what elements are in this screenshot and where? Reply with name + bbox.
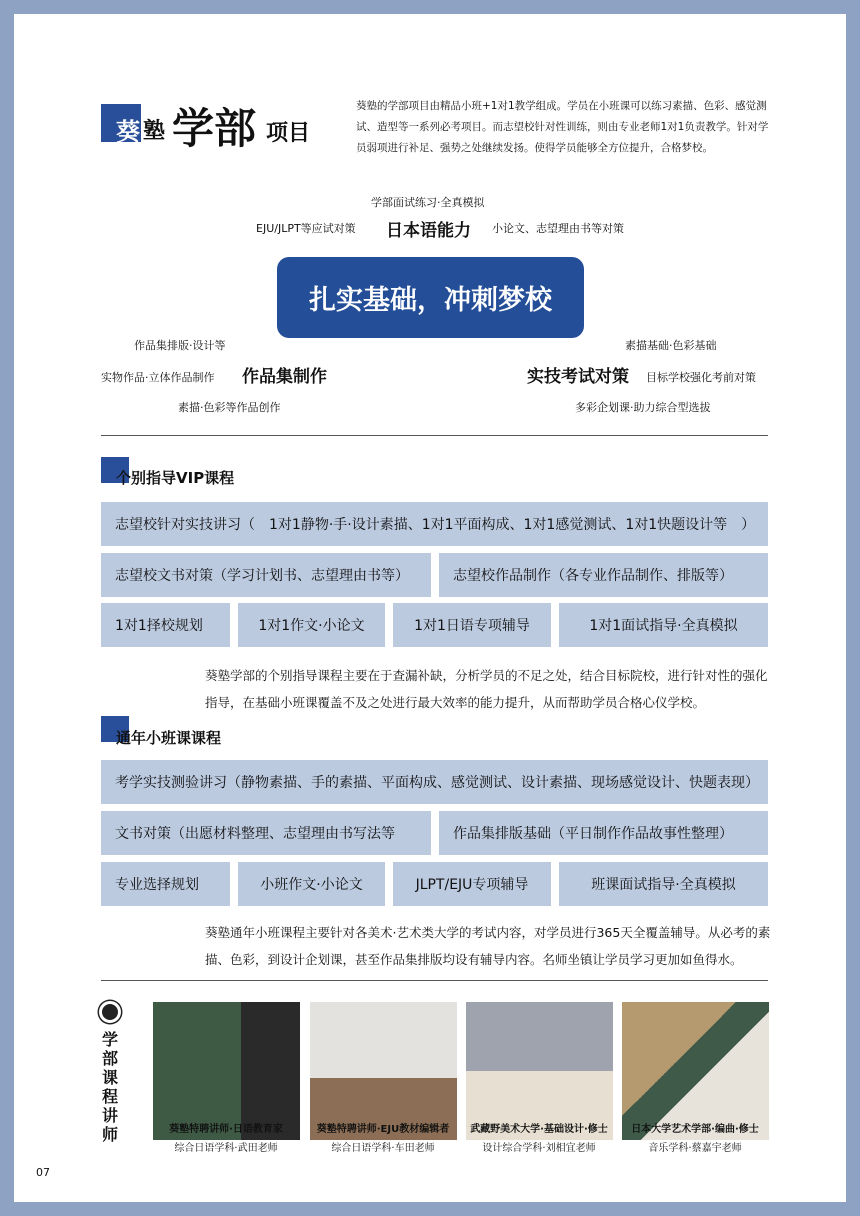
course-box: 1对1作文·小论文: [238, 603, 385, 647]
course-box: JLPT/EJU专项辅导: [393, 862, 551, 906]
page-title-suffix: 项目: [266, 121, 311, 146]
annual-description: 葵塾通年小班课程主要针对各美术·艺术类大学的考试内容，对学员进行365天全覆盖辅导。从必考的素描、色彩，到设计企划课，甚至作品集排版均设有辅导内容。名师坐镇让学员学习更加如鱼得水。: [205, 925, 771, 967]
course-box: 小班作文·小论文: [238, 862, 385, 906]
course-box: 班课面试指导·全真模拟: [559, 862, 768, 906]
diagram-heading: 日本语能力: [386, 221, 471, 241]
course-box: 志望校作品制作（各专业作品制作、排版等）: [439, 553, 768, 597]
teacher-title: 葵塾特聘讲师·日语教育家: [169, 1124, 283, 1135]
course-box: 1对1面试指导·全真模拟: [559, 603, 768, 647]
section-title: 通年小班课课程: [116, 729, 222, 747]
intro-text: 葵塾的学部项目由精品小班+1对1教学组成。学员在小班课可以练习素描、色彩、感觉测试、造型等一系列必考项目。而志望校针对性训练，则由专业老师1对1负责教学。针对学员弱项进行补足、强势之处继续发扬。使得学员能够全方位提升，合格梦校。: [356, 100, 769, 154]
diagram-label: EJU/JLPT等应试对策: [256, 222, 356, 235]
emblem-icon: [99, 1001, 121, 1023]
diagram-heading: 实技考试对策: [527, 367, 629, 387]
diagram-label: 素描基础·色彩基础: [625, 339, 717, 352]
page-title: 学部: [172, 104, 257, 153]
teacher-name: 设计综合学科·刘相宜老师: [482, 1143, 596, 1154]
course-box: 1对1择校规划: [101, 603, 230, 647]
course-box: 1对1日语专项辅导: [393, 603, 551, 647]
course-box: 考学实技测验讲习（静物素描、手的素描、平面构成、感觉测试、设计素描、现场感觉设计、快题表现）: [101, 760, 768, 804]
course-box: 作品集排版基础（平日制作作品故事性整理）: [439, 811, 768, 855]
teacher-name: 综合日语学科·武田老师: [174, 1143, 278, 1154]
teacher-title: 葵塾特聘讲师·EJU教材编辑者: [316, 1124, 450, 1135]
diagram-label: 小论文、志望理由书等对策: [492, 222, 624, 235]
diagram-label: 作品集排版·设计等: [134, 339, 226, 352]
diagram-label: 目标学校强化考前对策: [646, 371, 756, 384]
teachers-label: 学部课程讲师: [101, 1030, 118, 1144]
diagram-heading: 作品集制作: [242, 367, 327, 387]
diagram-label: 素描·色彩等作品创作: [178, 401, 281, 414]
logo-char: 葵: [116, 118, 140, 146]
divider: [101, 435, 768, 436]
section-title: 个别指导VIP课程: [116, 469, 235, 487]
slogan-banner: 扎实基础，冲刺梦校: [277, 257, 584, 338]
diagram-label: 实物作品·立体作品制作: [101, 371, 215, 384]
diagram-label: 学部面试练习·全真模拟: [371, 196, 485, 209]
course-box: 志望校针对实技讲习（ 1对1静物·手·设计素描、1对1平面构成、1对1感觉测试、1对1快题设计等 ）: [101, 502, 768, 546]
divider: [101, 980, 768, 981]
course-box: 志望校文书对策（学习计划书、志望理由书等）: [101, 553, 431, 597]
logo-char: 塾: [143, 119, 166, 144]
course-box: 专业选择规划: [101, 862, 230, 906]
teacher-title: 日本大学艺术学部·编曲·修士: [631, 1124, 759, 1135]
teacher-name: 音乐学科·蔡嘉宇老师: [648, 1143, 742, 1154]
course-box: 文书对策（出愿材料整理、志望理由书写法等: [101, 811, 431, 855]
teacher-title: 武藏野美术大学·基础设计·修士: [470, 1124, 608, 1135]
diagram-label: 多彩企划课·助力综合型选拔: [575, 401, 711, 414]
page-number: 07: [36, 1166, 50, 1179]
vip-description: 葵塾学部的个别指导课程主要在于查漏补缺，分析学员的不足之处，结合目标院校，进行针对性的强化指导，在基础小班课覆盖不及之处进行最大效率的能力提升，从而帮助学员合格心仪学校。: [205, 668, 768, 710]
teacher-name: 综合日语学科·车田老师: [331, 1143, 435, 1154]
